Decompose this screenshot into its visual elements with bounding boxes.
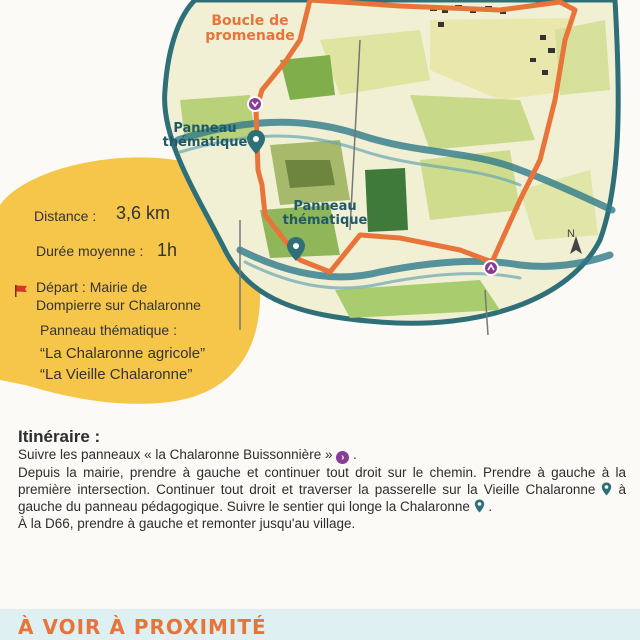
itinerary-paragraph-3: À la D66, prendre à gauche et remonter jusqu'au village. (18, 516, 356, 531)
location-pin-icon (474, 499, 485, 513)
itinerary-line-1-text: Suivre les panneaux « la Chalaronne Buissonnière » (18, 447, 333, 462)
panels-label: Panneau thématique : (40, 322, 177, 338)
itinerary-para-2-after: à gauche du panneau pédagogique. Suivre le sentier qui longe la Chalaronne (18, 482, 626, 514)
chevron-right-icon: › (336, 451, 349, 464)
route-label: Boucle de promenade (205, 13, 295, 44)
itinerary-para-2-text: Depuis la mairie, prendre à gauche et continuer tout droit sur le chemin. Prendre à gauche à la première intersection. Continuer tout droit et traverser la passerelle sur la Vieille Chalaronne (18, 465, 626, 497)
distance-label: Distance : (34, 208, 97, 224)
location-pin-icon (601, 482, 612, 496)
nearby-title: À VOIR À PROXIMITÉ (18, 615, 267, 639)
itinerary-para-2-end: . (488, 499, 493, 514)
panel-label-2: Panneau thématique (282, 199, 368, 228)
itinerary (18, 428, 626, 532)
departure-line-1: Départ : Mairie de (36, 279, 148, 295)
panel-name-2: “La Vieille Chalaronne” (40, 366, 193, 383)
duration-value: 1h (157, 240, 178, 260)
distance-value: 3,6 km (116, 203, 171, 223)
itinerary-paragraph-2 (18, 464, 626, 515)
north-label: N (567, 228, 575, 240)
itinerary-title: Itinéraire : (18, 427, 101, 446)
departure-line-2: Dompierre sur Chalaronne (36, 297, 201, 313)
duration-label: Durée moyenne : (36, 243, 144, 259)
itinerary-line-1-end: . (353, 447, 357, 462)
flag-icon (14, 284, 28, 298)
itinerary-line-1 (18, 446, 626, 464)
panel-name-1: “La Chalaronne agricole” (40, 345, 206, 362)
panel-label-1: Panneau thématique (162, 121, 248, 150)
